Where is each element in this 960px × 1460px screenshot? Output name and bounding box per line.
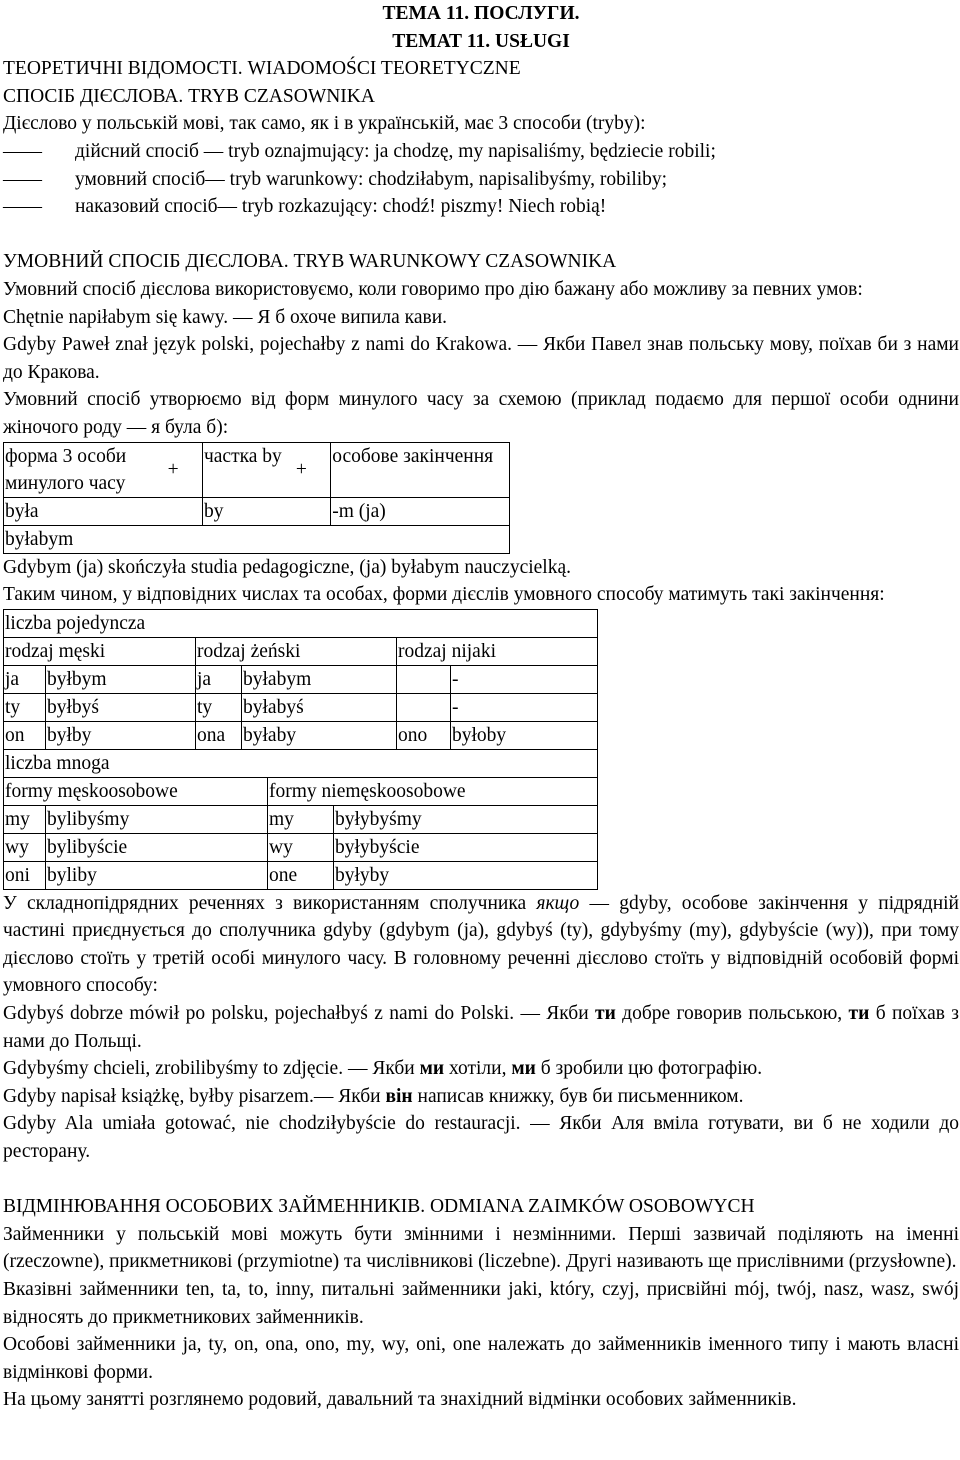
dash-marker: —— [3,168,42,190]
table-row [4,497,510,525]
table-cell: - [451,693,598,721]
paragraph-moods-intro: Дієслово у польській мові, так само, як і в українській, має 3 способи (tryby): [3,113,646,135]
table-row [4,749,598,777]
table-cell: форма 3 особи минулого часу [4,442,167,497]
table-section-title: liczba mnoga [4,749,598,777]
table-row [4,525,510,553]
table-cell: byłybyśmy [334,805,598,833]
table-cell: bylibyśmy [46,805,268,833]
example-polish: Gdyby Paweł znał język polski, pojechałby z nami do Krakowa. [3,334,518,356]
table-cell: ja [4,665,46,693]
example-polish: Gdyby Ala umiała gotować, nie chodziłybyście do restauracji. [3,1113,531,1135]
table-cell: + [295,442,331,497]
paragraph-lesson-scope: На цьому занятті розглянемо родовий, давальний та знахідний відмінки особових займенників. [3,1389,797,1411]
paragraph-adjectival-pronouns: Вказівні займенники ten, ta, to, inny, питальні займенники jaki, który, czyj, присвійні mój, twój, nasz, wasz, swój відносять до прикметникових займенників. [3,1279,959,1328]
paragraph-complex-sentences [3,890,959,1000]
bold-pronoun: ми [419,1058,445,1080]
table-header-cell: rodzaj żeński [196,637,397,665]
paragraph-text: У складнопідрядних реченнях з використанням сполучника [3,892,537,914]
table-cell: byłabym [242,665,397,693]
table-cell: ono [397,721,451,749]
table-header-cell: formy męskoosobowe [4,777,268,805]
example-ukrainian: — Якби [313,1085,386,1107]
paragraph-text: — gdyby, особове закінчення у підрядній частині приєднується до сполучника gdyby (gdybym (ja), gdybyś (ty), gdybyśmy (my), gdybyście (wy)), при тому дієслово стоїть у третій особі минулого часу. В головному реченні дієслово стоїть у відповідній особовій формі умовного способу: [3,892,959,997]
section-heading-mood: СПОСІБ ДІЄСЛОВА. TRYB CZASOWNIKA [3,85,375,107]
table-row [4,693,598,721]
example-sentence [3,304,959,332]
table-cell: by [202,497,294,525]
table-row [4,609,598,637]
example-ukrainian: написав книжку, був би письменником. [412,1085,744,1107]
example-polish: Gdybyś dobrze mówił po polsku, pojechałbyś z nami do Polski. [3,1003,521,1025]
table-header-cell: rodzaj męski [4,637,196,665]
table-cell [167,497,203,525]
table-cell: byłybyście [334,833,598,861]
table-cell: - [451,665,598,693]
table-row [4,637,598,665]
example-sentence [3,1000,959,1055]
example-polish: Gdybyśmy chcieli, zrobilibyśmy to zdjęcie. [3,1058,348,1080]
spacer [3,1166,959,1194]
table-cell: ty [4,693,46,721]
table-cell: byliby [46,861,268,889]
table-cell: wy [268,833,334,861]
table-cell: ona [196,721,242,749]
example-sentence [3,1055,959,1083]
example-sentence [3,331,959,386]
table-row [4,805,598,833]
paragraph-formation: Умовний спосіб утворюємо від форм минулого часу за схемою (приклад подаємо для першої особи однини жіночого роду — я була б): [3,389,959,438]
bold-pronoun: ми [511,1058,536,1080]
example-ukrainian: — Якби [520,1003,595,1025]
table-section-title: liczba pojedyncza [4,609,598,637]
table-cell: one [268,861,334,889]
example-ukrainian: хотіли, [444,1058,512,1080]
example-ukrainian: б поїхав з нами до Польщі. [3,1003,959,1052]
table-cell: byłoby [451,721,598,749]
table-row [4,861,598,889]
list-item [3,193,959,221]
list-item-text: наказовий спосіб— tryb rozkazujący: chodź! piszmy! Niech robią! [75,196,607,218]
bold-pronoun: він [385,1085,413,1107]
table-cell: ty [196,693,242,721]
table-cell: byłbyś [46,693,196,721]
example-polish: Chętnie napiłabym się kawy. [3,306,233,328]
bold-pronoun: ти [848,1003,870,1025]
example-ukrainian: — Якби Аля вміла готувати, ви б не ходили до ресторану. [3,1113,959,1163]
endings-plural-table [3,749,598,890]
table-cell: -m (ja) [331,497,510,525]
table-cell: my [4,805,46,833]
dash-marker: —— [3,140,42,162]
table-cell [397,693,451,721]
section-heading-conditional: УМОВНИЙ СПОСІБ ДІЄСЛОВА. TRYB WARUNKOWY CZASOWNIKA [3,251,617,273]
example-ukrainian: — Якби [347,1058,420,1080]
table-cell: ja [196,665,242,693]
table-cell: bylibyście [46,833,268,861]
title-line-2: ТЕМАТ 11. USŁUGI [392,30,570,52]
table-cell: była [4,497,167,525]
table-header-cell: formy niemęskoosobowe [268,777,598,805]
table-cell: byłabyś [242,693,397,721]
table-cell: wy [4,833,46,861]
list-item-text: дійсний спосіб — tryb oznajmujący: ja chodzę, my napisaliśmy, będziecie robili; [75,140,716,162]
table-row [4,665,598,693]
example-polish: Gdyby napisał książkę, byłby pisarzem. [3,1085,314,1107]
example-ukrainian: б зробили цю фотографію. [535,1058,763,1080]
table-row [4,721,598,749]
table-cell: byłby [46,721,196,749]
table-cell: my [268,805,334,833]
example-sentence: Gdybym (ja) skończyła studia pedagogiczne, (ja) byłabym nauczycielką. [3,556,571,578]
example-dash: — [232,306,253,328]
table-cell [397,665,451,693]
section-heading-theory: ТЕОРЕТИЧНІ ВІДОМОСТІ. WIADOMOŚCI TEORETYCZNE [3,58,521,80]
table-cell: byłyby [334,861,598,889]
table-row [4,833,598,861]
list-item-text: умовний спосіб— tryb warunkowy: chodziłabym, napisalibyśmy, robiliby; [75,168,668,190]
table-row [4,777,598,805]
paragraph-pronoun-types: Займенники у польській мові можуть бути змінними і незмінними. Перші зазвичай поділяють на іменні (rzeczowne), прикметникові (przymiotne) та числівникові (liczebne). Другі називають ще прислівними (przysłowne). [3,1223,959,1273]
table-cell: byłaby [242,721,397,749]
table-cell: byłabym [4,525,510,553]
section-heading-pronouns: ВІДМІНЮВАННЯ ОСОБОВИХ ЗАЙМЕННИКІВ. ODMIANA ZAIMKÓW OSOBOWYCH [3,1196,755,1218]
table-cell: byłbym [46,665,196,693]
table-cell: + [167,442,203,497]
example-ukrainian: Я б охоче випила кави. [252,306,448,328]
formation-scheme-table [3,442,510,554]
paragraph-conditional-use: Умовний спосіб дієслова використовуємо, коли говоримо про дію бажану або можливу за певних умов: [3,278,863,300]
italic-term: якщо [536,892,580,914]
table-cell [295,497,331,525]
spacer [3,221,959,249]
paragraph-endings-intro: Таким чином, у відповідних числах та особах, форми дієслів умовного способу матимуть такі закінчення: [3,584,885,606]
endings-table [3,609,598,750]
table-row [4,442,510,497]
list-item [3,166,959,194]
example-ukrainian: добре говорив польською, [615,1003,849,1025]
table-cell: частка by [202,442,294,497]
example-ukrainian: — Якби Павел знав польську мову, поїхав би з нами до Кракова. [3,334,959,383]
paragraph-personal-pronouns: Особові займенники ja, ty, on, ona, ono, my, wy, oni, one належать до займенників іменного типу і мають власні відмінкові форми. [3,1334,959,1383]
table-header-cell: rodzaj nijaki [397,637,598,665]
table-cell: on [4,721,46,749]
bold-pronoun: ти [595,1003,616,1025]
dash-marker: —— [3,196,42,218]
document-page [3,0,959,1414]
list-item [3,138,959,166]
title-line-1: ТЕМА 11. ПОСЛУГИ. [382,3,580,24]
table-cell: oni [4,861,46,889]
example-sentence [3,1083,959,1111]
table-cell: особове закінчення [331,442,510,497]
example-sentence [3,1110,959,1165]
